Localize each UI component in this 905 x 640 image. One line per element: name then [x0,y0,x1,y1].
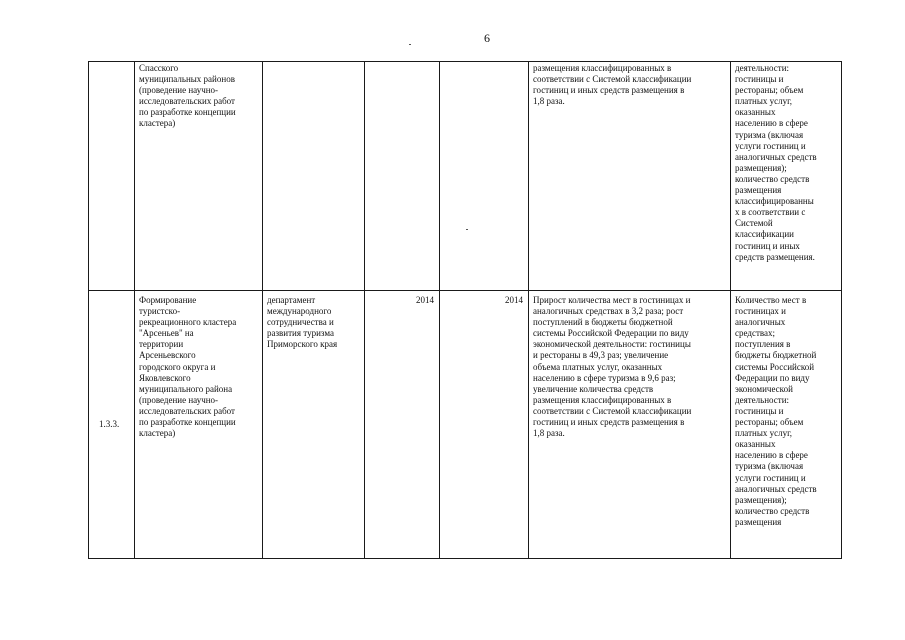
program-table [88,61,842,559]
cell-year-end: 2014 [440,291,529,559]
scan-speck [409,44,411,45]
cell-year-end [440,62,529,291]
cell-indicators: деятельности: гостиницы и рестораны; объем платных услуг, оказанных населению в сфере туризма (включая услуги гостиниц и аналогичных средств размещения); количество средств размещения классифицированны х в соответствии с Системой классификации гостиниц и иных средств размещения. [731,62,842,291]
cell-activity-name: Формирование туристско- рекреационного кластера "Арсеньев" на территории Арсеньевского городского округа и Яковлевского муниципального района (проведение научно- исследовательских работ по разработке концепции кластера) [135,291,263,559]
cell-index [89,62,135,291]
cell-index: 1.3.3. [89,291,135,559]
cell-executor: департамент международного сотрудничества и развития туризма Приморского края [263,291,365,559]
cell-activity-name: Спасского муниципальных районов (проведение научно- исследовательских работ по разработке концепции кластера) [135,62,263,291]
table-row [89,62,842,291]
cell-year-start [365,62,440,291]
page-number: 6 [484,31,490,45]
cell-expected-result: размещения классифицированных в соответствии с Системой классификации гостиниц и иных средств размещения в 1,8 раза. [529,62,731,291]
cell-indicators: Количество мест в гостиницах и аналогичных средствах; поступления в бюджеты бюджетной системы Российской Федерации по виду экономической деятельности: гостиницы и рестораны; объем платных услуг, оказанных населению в сфере туризма (включая услуги гостиниц и аналогичных средств размещения); количество средств размещения [731,291,842,559]
table-row [89,291,842,559]
cell-year-start: 2014 [365,291,440,559]
cell-executor [263,62,365,291]
cell-expected-result: Прирост количества мест в гостиницах и аналогичных средствах в 3,2 раза; рост поступлений в бюджеты бюджетной системы Российской Федерации по виду экономической деятельности: гостиницы и рестораны в 49,3 раз; увеличение объема платных услуг, оказанных населению в сфере туризма в 9,6 раз; увеличение количества средств размещения классифицированных в соответствии с Системой классификации гостиниц и иных средств размещения в 1,8 раза. [529,291,731,559]
